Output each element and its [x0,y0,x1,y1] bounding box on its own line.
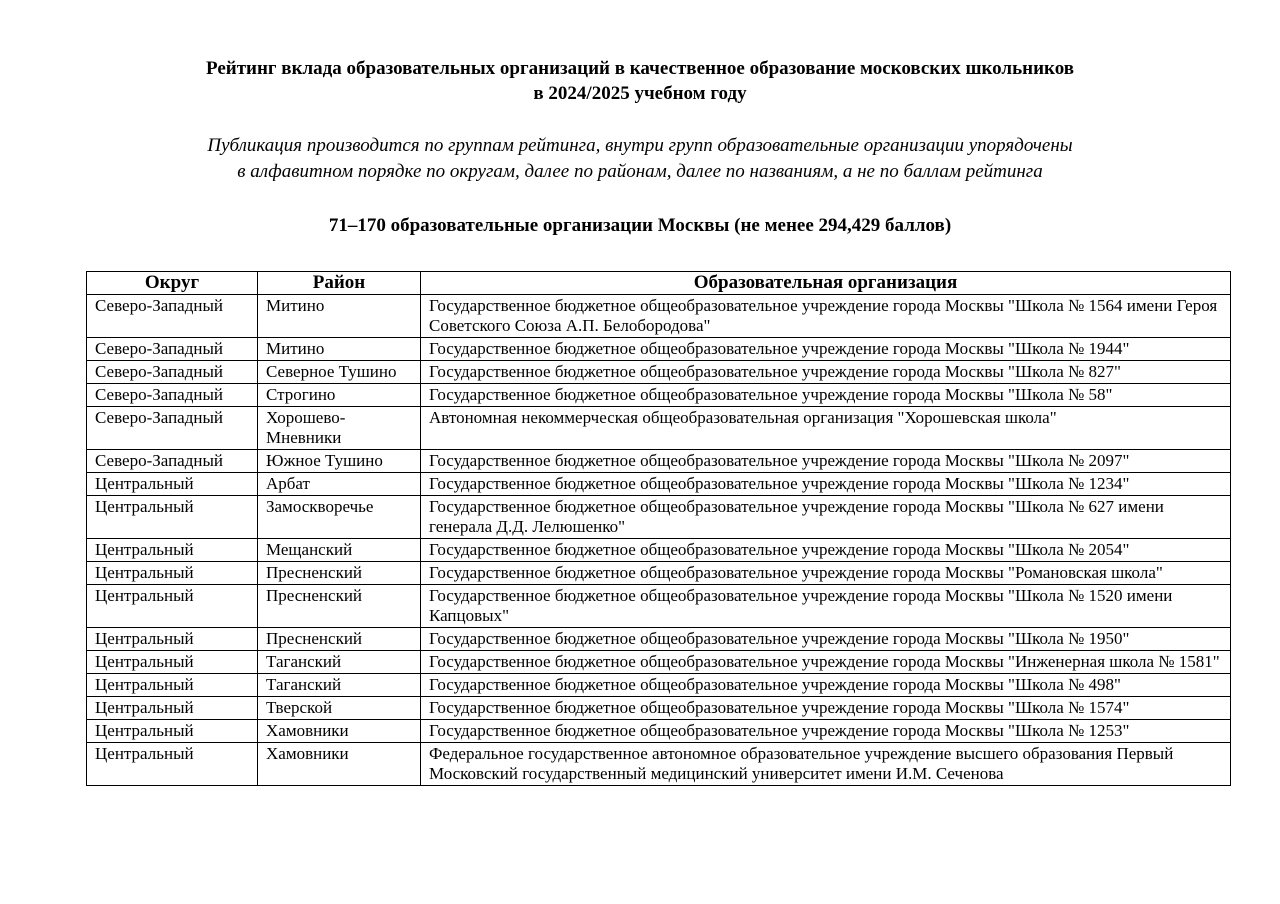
table-row [87,450,1231,473]
table-row [87,539,1231,562]
document-title-line2: в 2024/2025 учебном году [533,83,747,104]
cell-rayon: Замоскворечье [258,496,421,539]
cell-organization: Государственное бюджетное общеобразовательное учреждение города Москвы "Школа № 1234" [421,473,1231,496]
cell-okrug: Северо-Западный [87,407,258,450]
cell-rayon: Митино [258,338,421,361]
cell-organization: Государственное бюджетное общеобразовательное учреждение города Москвы "Школа № 1253" [421,720,1231,743]
table-row [87,585,1231,628]
cell-rayon: Строгино [258,384,421,407]
cell-organization: Государственное бюджетное общеобразовательное учреждение города Москвы "Школа № 627 имени генерала Д.Д. Лелюшенко" [421,496,1231,539]
cell-organization: Государственное бюджетное общеобразовательное учреждение города Москвы "Школа № 1950" [421,628,1231,651]
cell-organization: Федеральное государственное автономное образовательное учреждение высшего образования Первый Московский государственный медицинский университет имени И.М. Сеченова [421,743,1231,786]
cell-rayon: Северное Тушино [258,361,421,384]
rating-table [86,271,1231,786]
cell-rayon: Пресненский [258,628,421,651]
table-row [87,697,1231,720]
table-row [87,384,1231,407]
cell-organization: Государственное бюджетное общеобразовательное учреждение города Москвы "Школа № 1564 имени Героя Советского Союза А.П. Белобородова" [421,295,1231,338]
table-row [87,361,1231,384]
document-title-line1: Рейтинг вклада образовательных организаций в качественное образование московских школьников [205,58,1075,79]
table-row [87,651,1231,674]
cell-organization: Государственное бюджетное общеобразовательное учреждение города Москвы "Романовская школа" [421,562,1231,585]
table-row [87,628,1231,651]
cell-okrug: Северо-Западный [87,450,258,473]
cell-okrug: Центральный [87,743,258,786]
cell-okrug: Центральный [87,539,258,562]
cell-organization: Государственное бюджетное общеобразовательное учреждение города Москвы "Школа № 58" [421,384,1231,407]
table-header-row [87,272,1231,295]
cell-okrug: Северо-Западный [87,338,258,361]
cell-rayon: Арбат [258,473,421,496]
cell-rayon: Южное Тушино [258,450,421,473]
column-header-okrug: Округ [87,272,258,295]
cell-okrug: Центральный [87,628,258,651]
column-header-organization: Образовательная организация [421,272,1231,295]
table-row [87,473,1231,496]
column-header-rayon: Район [258,272,421,295]
cell-rayon: Хорошево-Мневники [258,407,421,450]
cell-okrug: Северо-Западный [87,384,258,407]
cell-organization: Автономная некоммерческая общеобразовательная организация "Хорошевская школа" [421,407,1231,450]
rating-group-heading: 71–170 образовательные организации Москвы (не менее 294,429 баллов) [328,215,952,236]
cell-rayon: Хамовники [258,743,421,786]
table-row [87,562,1231,585]
table-row [87,295,1231,338]
cell-organization: Государственное бюджетное общеобразовательное учреждение города Москвы "Школа № 1574" [421,697,1231,720]
cell-rayon: Хамовники [258,720,421,743]
cell-okrug: Северо-Западный [87,361,258,384]
cell-okrug: Центральный [87,651,258,674]
cell-okrug: Центральный [87,697,258,720]
table-row [87,743,1231,786]
cell-rayon: Мещанский [258,539,421,562]
table-row [87,407,1231,450]
cell-organization: Государственное бюджетное общеобразовательное учреждение города Москвы "Школа № 1520 имени Капцовых" [421,585,1231,628]
cell-rayon: Таганский [258,674,421,697]
cell-okrug: Центральный [87,585,258,628]
table-row [87,720,1231,743]
cell-rayon: Митино [258,295,421,338]
document-subtitle-line2: в алфавитном порядке по округам, далее по районам, далее по названиям, а не по баллам рейтинга [237,161,1043,182]
cell-rayon: Таганский [258,651,421,674]
cell-okrug: Центральный [87,720,258,743]
cell-organization: Государственное бюджетное общеобразовательное учреждение города Москвы "Школа № 2097" [421,450,1231,473]
cell-rayon: Тверской [258,697,421,720]
table-row [87,338,1231,361]
cell-organization: Государственное бюджетное общеобразовательное учреждение города Москвы "Инженерная школа № 1581" [421,651,1231,674]
cell-rayon: Пресненский [258,562,421,585]
cell-rayon: Пресненский [258,585,421,628]
cell-organization: Государственное бюджетное общеобразовательное учреждение города Москвы "Школа № 2054" [421,539,1231,562]
cell-okrug: Центральный [87,674,258,697]
cell-okrug: Северо-Западный [87,295,258,338]
cell-organization: Государственное бюджетное общеобразовательное учреждение города Москвы "Школа № 827" [421,361,1231,384]
cell-okrug: Центральный [87,562,258,585]
table-row [87,674,1231,697]
cell-okrug: Центральный [87,496,258,539]
cell-organization: Государственное бюджетное общеобразовательное учреждение города Москвы "Школа № 498" [421,674,1231,697]
cell-okrug: Центральный [87,473,258,496]
table-row [87,496,1231,539]
document-subtitle-line1: Публикация производится по группам рейтинга, внутри групп образовательные организации упорядочены [207,135,1073,156]
cell-organization: Государственное бюджетное общеобразовательное учреждение города Москвы "Школа № 1944" [421,338,1231,361]
